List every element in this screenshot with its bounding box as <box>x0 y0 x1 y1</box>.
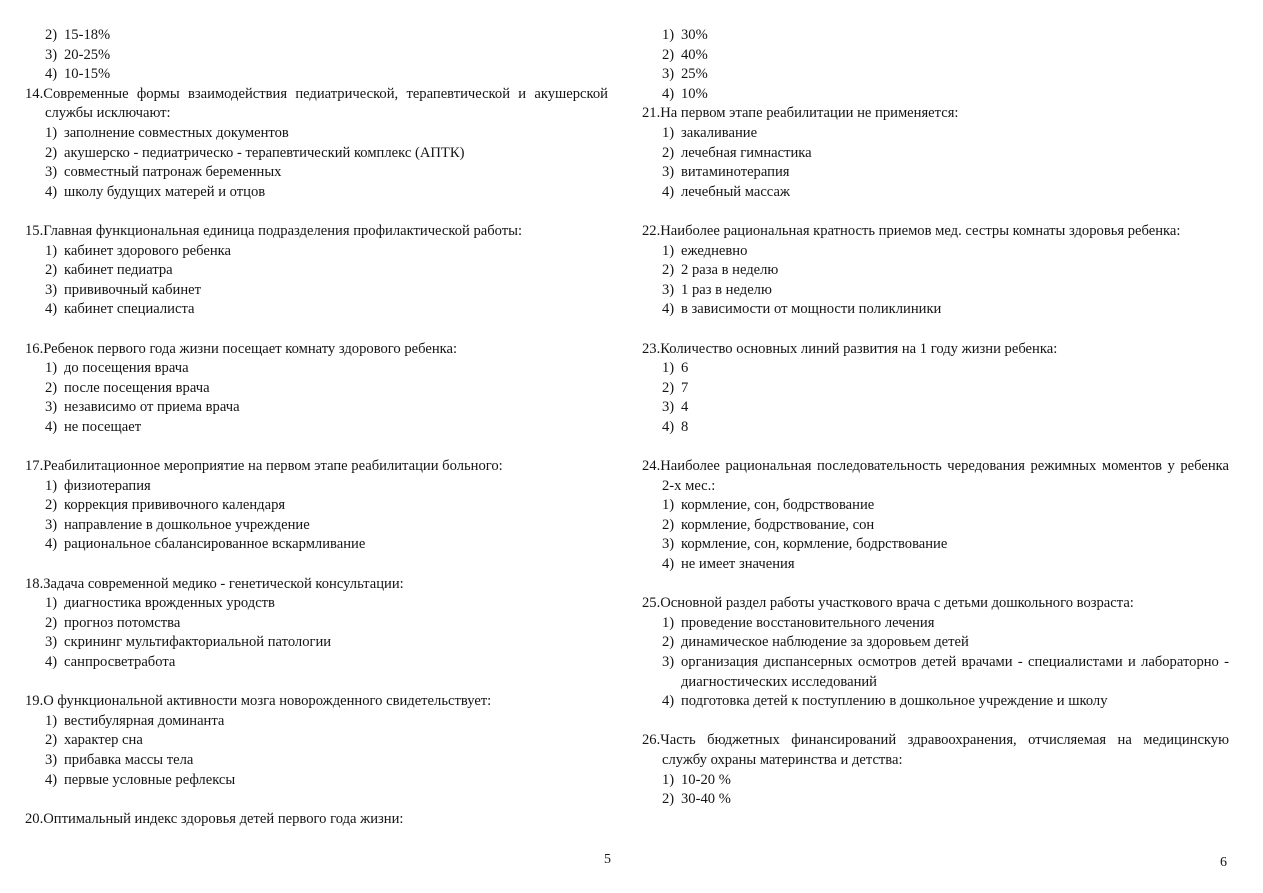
option-number: 3) <box>662 536 675 553</box>
question-block <box>642 457 1229 575</box>
answer-option <box>642 653 1229 692</box>
answer-option <box>642 379 1229 399</box>
option-text: кабинет здорового ребенка <box>64 242 232 259</box>
option-number: 1) <box>662 614 675 631</box>
option-text: кормление, бодрствование, сон <box>681 516 875 533</box>
option-number: 3) <box>45 46 58 63</box>
option-number: 4) <box>45 536 58 553</box>
right-page <box>642 26 1229 829</box>
answer-options <box>25 359 608 437</box>
answer-option <box>25 418 608 438</box>
answer-option <box>642 398 1229 418</box>
question-block <box>25 575 608 673</box>
answer-option <box>642 261 1229 281</box>
option-text: 6 <box>681 360 689 377</box>
answer-option <box>25 379 608 399</box>
question-block <box>642 340 1229 438</box>
option-number: 2) <box>45 497 58 514</box>
option-text: 10% <box>681 85 708 102</box>
answer-option <box>25 653 608 673</box>
answer-option <box>25 516 608 536</box>
option-number: 2) <box>45 262 58 279</box>
option-text: ежедневно <box>681 242 748 259</box>
answer-option <box>642 281 1229 301</box>
option-number: 4) <box>662 183 675 200</box>
option-number: 2) <box>662 379 675 396</box>
left-page <box>25 26 608 829</box>
question-block <box>25 692 608 790</box>
option-number: 3) <box>662 66 675 83</box>
option-text: 30-40 % <box>681 791 731 808</box>
question-text: 19.О функциональной активности мозга новорожденного свидетельствует: <box>25 693 492 710</box>
question-block <box>642 594 1229 712</box>
option-number: 1) <box>662 27 675 43</box>
option-number: 3) <box>45 751 58 768</box>
question-text: 16.Ребенок первого года жизни посещает комнату здорового ребенка: <box>25 340 458 357</box>
option-text: 10-20 % <box>681 771 731 788</box>
option-text: 30% <box>681 27 708 43</box>
option-text: 4 <box>681 399 689 416</box>
answer-option <box>642 183 1229 203</box>
answer-option <box>25 398 608 418</box>
option-text: заполнение совместных документов <box>64 124 289 141</box>
option-number: 3) <box>45 516 58 533</box>
answer-option <box>642 124 1229 144</box>
option-text: 7 <box>681 379 689 396</box>
answer-option <box>25 163 608 183</box>
answer-option <box>642 790 1229 810</box>
option-text: школу будущих матерей и отцов <box>64 183 266 200</box>
answer-option <box>642 418 1229 438</box>
option-number: 1) <box>45 477 58 494</box>
answer-options <box>642 124 1229 202</box>
question-text: 18.Задача современной медико - генетической консультации: <box>25 575 404 592</box>
option-number: 1) <box>45 242 58 259</box>
answer-option <box>25 26 608 46</box>
option-text: 25% <box>681 66 708 83</box>
option-text: 20-25% <box>64 46 111 63</box>
question-block <box>25 340 608 438</box>
option-text: совместный патронаж беременных <box>64 164 282 181</box>
option-text: прививочный кабинет <box>64 281 201 298</box>
answer-option <box>25 242 608 262</box>
answer-option <box>642 163 1229 183</box>
question-text: 24.Наиболее рациональная последовательность чередования режимных моментов у ребенка 2-х мес.: <box>642 458 1229 494</box>
continued-options <box>642 26 1229 104</box>
option-text: 40% <box>681 46 708 63</box>
answer-option <box>25 183 608 203</box>
answer-options <box>642 359 1229 437</box>
answer-options <box>642 771 1229 810</box>
question-block <box>25 85 608 203</box>
answer-options <box>25 594 608 672</box>
option-number: 3) <box>45 634 58 651</box>
option-text: первые условные рефлексы <box>64 771 236 788</box>
option-number: 2) <box>45 614 58 631</box>
option-number: 4) <box>45 66 58 83</box>
option-number: 2) <box>45 379 58 396</box>
answer-option <box>25 65 608 85</box>
option-text: до посещения врача <box>64 360 189 377</box>
answer-options <box>642 614 1229 712</box>
page-number: 6 <box>1220 855 1227 870</box>
option-number: 3) <box>662 399 675 416</box>
answer-option <box>642 26 1229 46</box>
option-number: 2) <box>45 27 58 43</box>
option-number: 2) <box>662 144 675 161</box>
option-number: 3) <box>662 164 675 181</box>
answer-option <box>25 731 608 751</box>
option-number: 1) <box>662 124 675 141</box>
answer-option <box>642 144 1229 164</box>
answer-option <box>25 614 608 634</box>
option-text: санпросветработа <box>64 654 176 670</box>
answer-option <box>25 144 608 164</box>
option-text: диагностика врожденных уродств <box>64 595 275 612</box>
option-text: прогноз потомства <box>64 614 181 631</box>
option-text: динамическое наблюдение за здоровьем детей <box>681 634 969 651</box>
question-text: 25.Основной раздел работы участкового врача с детьми дошкольного возраста: <box>642 595 1134 612</box>
option-text: закаливание <box>681 124 758 141</box>
answer-option <box>25 359 608 379</box>
option-number: 3) <box>45 399 58 416</box>
option-text: кормление, сон, бодрствование <box>681 497 875 514</box>
option-number: 4) <box>662 301 675 318</box>
option-text: организация диспансерных осмотров детей врачами - специалистами и лабораторно - диагностических исследований <box>681 654 1229 690</box>
option-number: 1) <box>662 360 675 377</box>
question-20 <box>25 810 608 830</box>
option-text: скрининг мультифакториальной патологии <box>64 634 332 651</box>
question-block <box>25 222 608 320</box>
answer-option <box>642 65 1229 85</box>
question-text: 22.Наиболее рациональная кратность приемов мед. сестры комнаты здоровья ребенка: <box>642 222 1181 239</box>
option-text: кабинет специалиста <box>64 301 195 318</box>
option-text: в зависимости от мощности поликлиники <box>681 301 942 318</box>
option-number: 4) <box>662 418 675 435</box>
continued-options <box>25 26 608 85</box>
option-number: 1) <box>662 771 675 788</box>
answer-option <box>642 614 1229 634</box>
option-number: 1) <box>662 497 675 514</box>
option-number: 4) <box>662 556 675 573</box>
question-block <box>642 104 1229 202</box>
option-text: 1 раз в неделю <box>681 281 772 298</box>
option-number: 1) <box>662 242 675 259</box>
option-text: 10-15% <box>64 66 111 83</box>
question-list <box>25 85 608 790</box>
answer-option <box>642 555 1229 575</box>
answer-option <box>25 594 608 614</box>
answer-options <box>642 496 1229 574</box>
option-number: 4) <box>662 85 675 102</box>
answer-options <box>25 712 608 790</box>
option-number: 4) <box>45 183 58 200</box>
option-text: коррекция прививочного календаря <box>64 497 286 514</box>
option-text: характер сна <box>64 732 143 749</box>
option-number: 4) <box>662 693 675 710</box>
option-number: 2) <box>662 634 675 651</box>
answer-option <box>25 261 608 281</box>
option-text: рациональное сбалансированное вскармливание <box>64 536 366 553</box>
option-number: 2) <box>45 144 58 161</box>
option-number: 3) <box>45 281 58 298</box>
option-text: кабинет педиатра <box>64 262 173 279</box>
option-number: 2) <box>662 46 675 63</box>
answer-option <box>25 124 608 144</box>
option-text: 8 <box>681 418 689 435</box>
answer-option <box>642 496 1229 516</box>
option-number: 2) <box>662 791 675 808</box>
answer-options <box>25 477 608 555</box>
option-number: 4) <box>45 771 58 788</box>
option-number: 4) <box>45 654 58 670</box>
answer-option <box>642 242 1229 262</box>
option-text: вестибулярная доминанта <box>64 712 225 729</box>
question-text: 15.Главная функциональная единица подразделения профилактической работы: <box>25 222 523 239</box>
answer-option <box>642 771 1229 791</box>
page-number: 5 <box>604 852 611 867</box>
option-number: 4) <box>45 301 58 318</box>
option-text: физиотерапия <box>64 477 151 494</box>
answer-option <box>25 633 608 653</box>
option-text: прибавка массы тела <box>64 751 194 768</box>
question-text: 20.Оптимальный индекс здоровья детей первого года жизни: <box>25 810 404 827</box>
answer-option <box>25 477 608 497</box>
answer-option <box>25 712 608 732</box>
question-text: 17.Реабилитационное мероприятие на первом этапе реабилитации больного: <box>25 458 503 475</box>
option-number: 3) <box>45 164 58 181</box>
answer-options <box>25 242 608 320</box>
answer-option <box>25 496 608 516</box>
question-block <box>642 731 1229 809</box>
option-number: 3) <box>662 654 675 670</box>
answer-option <box>25 300 608 320</box>
option-text: кормление, сон, кормление, бодрствование <box>681 536 948 553</box>
option-number: 2) <box>662 516 675 533</box>
answer-option <box>642 300 1229 320</box>
question-text: 23.Количество основных линий развития на 1 году жизни ребенка: <box>642 340 1058 357</box>
answer-option <box>642 535 1229 555</box>
option-number: 1) <box>45 360 58 377</box>
option-text: независимо от приема врача <box>64 399 240 416</box>
option-text: проведение восстановительного лечения <box>681 614 935 631</box>
answer-option <box>642 516 1229 536</box>
option-number: 1) <box>45 712 58 729</box>
answer-options <box>642 242 1229 320</box>
option-number: 2) <box>45 732 58 749</box>
answer-option <box>25 751 608 771</box>
answer-options <box>25 124 608 202</box>
answer-option <box>25 281 608 301</box>
question-list <box>642 104 1229 809</box>
option-text: 15-18% <box>64 27 111 43</box>
option-text: лечебная гимнастика <box>681 144 812 161</box>
option-text: витаминотерапия <box>681 164 790 181</box>
option-text: подготовка детей к поступлению в дошкольное учреждение и школу <box>681 693 1108 710</box>
option-text: направление в дошкольное учреждение <box>64 516 310 533</box>
answer-option <box>25 46 608 66</box>
option-text: лечебный массаж <box>681 183 791 200</box>
answer-option <box>25 771 608 791</box>
option-text: после посещения врача <box>64 379 210 396</box>
option-text: не посещает <box>64 418 142 435</box>
answer-option <box>642 46 1229 66</box>
answer-option <box>25 535 608 555</box>
option-number: 3) <box>662 281 675 298</box>
option-number: 1) <box>45 124 58 141</box>
option-text: не имеет значения <box>681 556 795 573</box>
option-text: акушерско - педиатрическо - терапевтический комплекс (АПТК) <box>64 144 465 161</box>
question-block <box>25 457 608 555</box>
option-number: 1) <box>45 595 58 612</box>
option-number: 2) <box>662 262 675 279</box>
answer-option <box>642 85 1229 105</box>
question-text: 21.На первом этапе реабилитации не применяется: <box>642 105 959 122</box>
option-text: 2 раза в неделю <box>681 262 779 279</box>
answer-option <box>642 359 1229 379</box>
answer-option <box>642 633 1229 653</box>
question-text: 26.Часть бюджетных финансирований здравоохранения, отчисляемая на медицинскую службу охраны материнства и детства: <box>642 732 1229 768</box>
question-block <box>642 222 1229 320</box>
answer-option <box>642 692 1229 712</box>
question-text: 14.Современные формы взаимодействия педиатрической, терапевтической и акушерской службы исключают: <box>25 85 608 122</box>
option-number: 4) <box>45 418 58 435</box>
